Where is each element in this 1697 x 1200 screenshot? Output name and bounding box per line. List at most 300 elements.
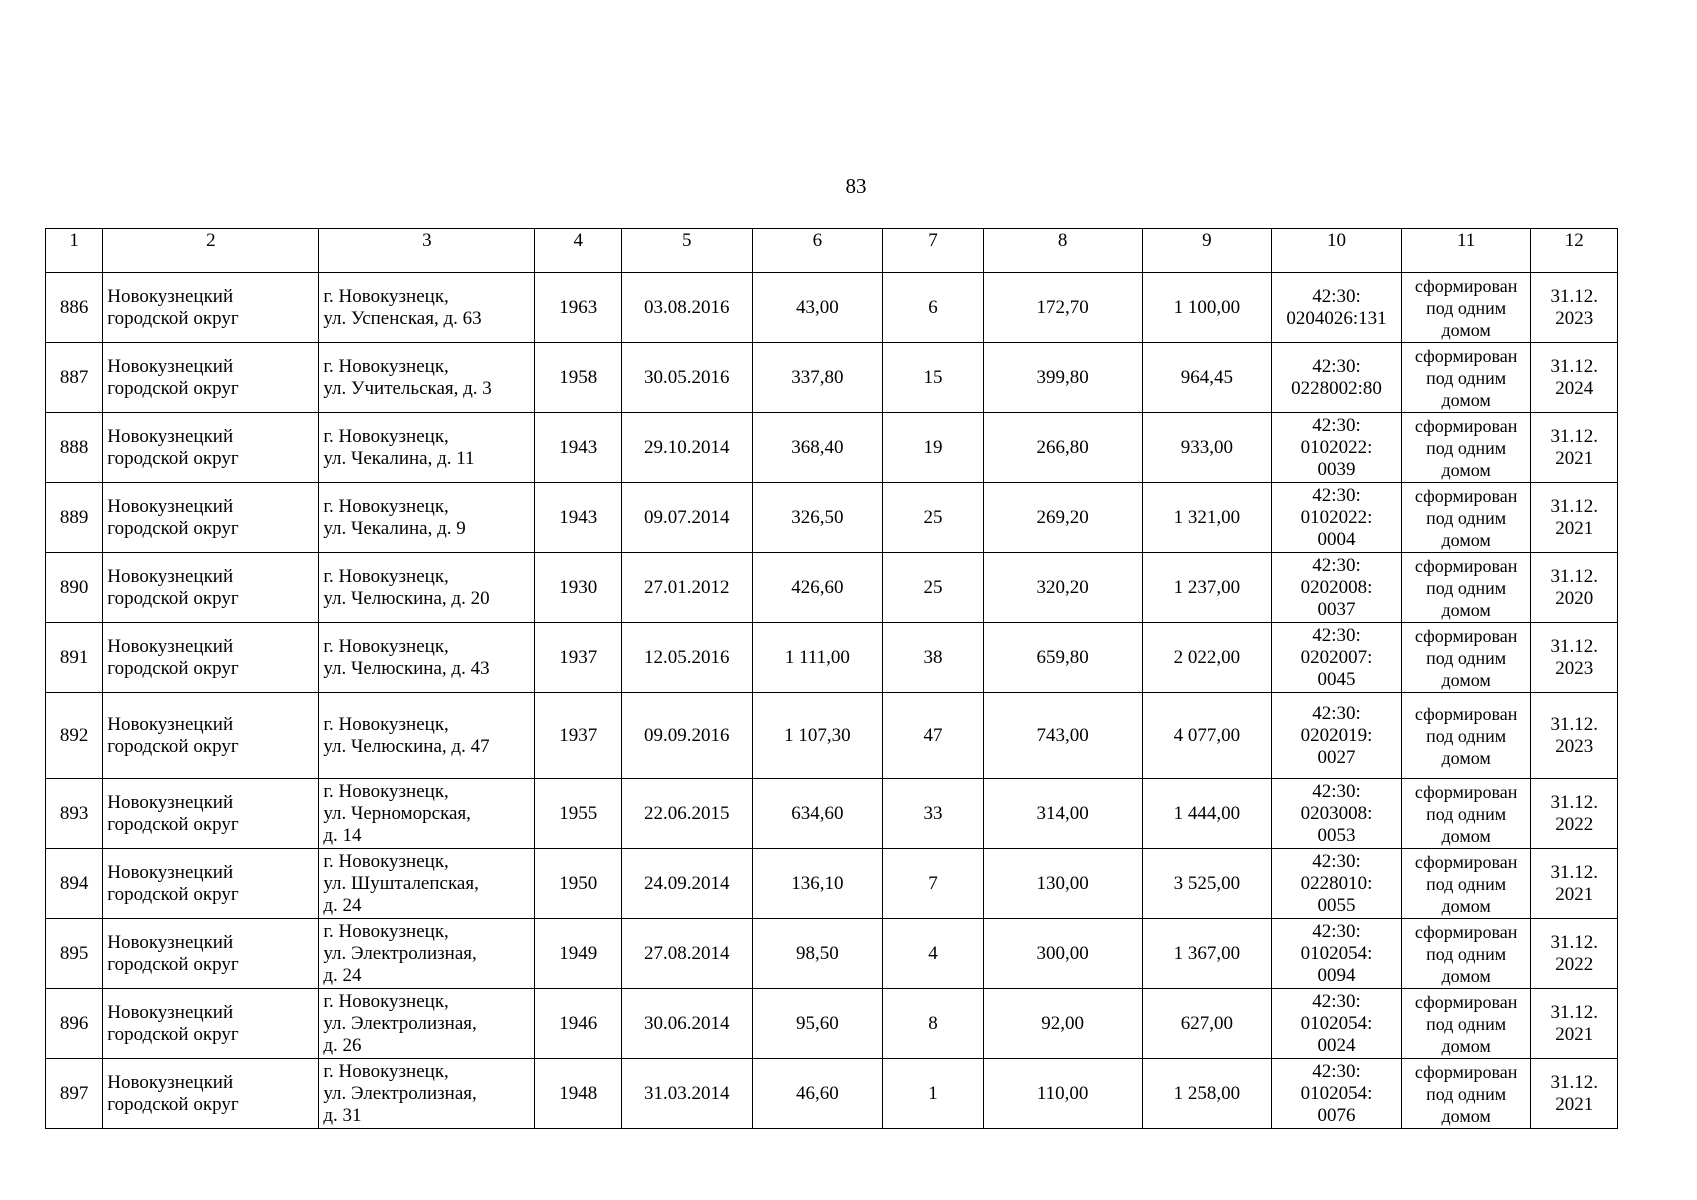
district-cell <box>103 849 319 919</box>
cell-line: 42:30: <box>1312 920 1361 942</box>
cell-line: Новокузнецкий <box>107 713 234 735</box>
cadastral-number-cell <box>1272 483 1402 553</box>
cell-line: домом <box>1441 1035 1491 1056</box>
cell-line: 0202008: <box>1300 576 1373 598</box>
value-cell-8: 92,00 <box>983 989 1142 1059</box>
value-cell-7: 25 <box>883 483 984 553</box>
cell-line: г. Новокузнецк, <box>323 1060 449 1082</box>
value-cell-9: 627,00 <box>1142 989 1272 1059</box>
value-cell-6: 634,60 <box>752 779 883 849</box>
district-cell <box>103 919 319 989</box>
value-cell-6: 43,00 <box>752 273 883 343</box>
cell-line: 2024 <box>1555 377 1594 399</box>
cell-line: 2023 <box>1555 657 1594 679</box>
land-status-cell <box>1401 919 1531 989</box>
cadastral-number-cell <box>1272 273 1402 343</box>
cell-line: 0094 <box>1317 964 1356 986</box>
table-row <box>46 623 1618 693</box>
cell-line: ул. Челюскина, д. 20 <box>323 587 490 609</box>
value-cell-6: 95,60 <box>752 989 883 1059</box>
cell-line: 42:30: <box>1312 484 1361 506</box>
cell-line: Новокузнецкий <box>107 285 234 307</box>
cell-line: 2021 <box>1555 883 1594 905</box>
cell-line: ул. Учительская, д. 3 <box>323 377 492 399</box>
district-cell <box>103 553 319 623</box>
value-cell-7: 8 <box>883 989 984 1059</box>
column-header: 11 <box>1401 229 1531 273</box>
register-body <box>46 273 1618 1129</box>
value-cell-7: 47 <box>883 693 984 779</box>
value-cell-9: 933,00 <box>1142 413 1272 483</box>
cell-line: 0102054: <box>1300 1082 1373 1104</box>
cadastral-number-cell <box>1272 919 1402 989</box>
cell-line: Новокузнецкий <box>107 931 234 953</box>
address-cell <box>319 919 535 989</box>
cell-line: 2021 <box>1555 517 1594 539</box>
cadastral-number-cell <box>1272 1059 1402 1129</box>
value-cell-8: 172,70 <box>983 273 1142 343</box>
address-cell <box>319 1059 535 1129</box>
cell-line: 31.12. <box>1550 285 1598 307</box>
cell-line: домом <box>1441 389 1491 410</box>
cell-line: 0202019: <box>1300 724 1373 746</box>
column-header: 6 <box>752 229 883 273</box>
land-status-cell <box>1401 1059 1531 1129</box>
row-number: 886 <box>46 273 103 343</box>
year-cell: 1948 <box>535 1059 621 1129</box>
cell-line: г. Новокузнецк, <box>323 990 449 1012</box>
land-status-cell <box>1401 623 1531 693</box>
cell-line: ул. Электролизная, <box>323 1082 477 1104</box>
year-cell: 1937 <box>535 623 621 693</box>
cell-line: г. Новокузнецк, <box>323 425 449 447</box>
deadline-cell <box>1531 779 1618 849</box>
cell-line: 0102022: <box>1300 436 1373 458</box>
cell-line: под одним <box>1426 1013 1507 1034</box>
cell-line: под одним <box>1426 367 1507 388</box>
cell-line: 42:30: <box>1312 285 1361 307</box>
land-status-cell <box>1401 413 1531 483</box>
column-number-row <box>46 229 1618 273</box>
cell-line: 31.12. <box>1550 425 1598 447</box>
land-status-cell <box>1401 343 1531 413</box>
page-number: 83 <box>845 174 867 198</box>
cell-line: сформирован <box>1414 345 1518 366</box>
cell-line: 2023 <box>1555 307 1594 329</box>
column-header: 2 <box>103 229 319 273</box>
address-cell <box>319 989 535 1059</box>
row-number: 889 <box>46 483 103 553</box>
cell-line: 0024 <box>1317 1034 1356 1056</box>
deadline-cell <box>1531 623 1618 693</box>
value-cell-9: 1 367,00 <box>1142 919 1272 989</box>
value-cell-6: 98,50 <box>752 919 883 989</box>
table-row <box>46 989 1618 1059</box>
address-cell <box>319 483 535 553</box>
cadastral-number-cell <box>1272 623 1402 693</box>
cell-line: под одним <box>1426 437 1507 458</box>
cell-line: 0228010: <box>1300 872 1373 894</box>
value-cell-8: 269,20 <box>983 483 1142 553</box>
deadline-cell <box>1531 273 1618 343</box>
cell-line: городской округ <box>107 1093 239 1115</box>
cell-line: 42:30: <box>1312 1060 1361 1082</box>
cell-line: под одним <box>1426 873 1507 894</box>
value-cell-9: 1 100,00 <box>1142 273 1272 343</box>
cell-line: сформирован <box>1414 415 1518 436</box>
cell-line: г. Новокузнецк, <box>323 920 449 942</box>
cell-line: Новокузнецкий <box>107 861 234 883</box>
cell-line: сформирован <box>1414 921 1518 942</box>
cadastral-number-cell <box>1272 553 1402 623</box>
cell-line: 0203008: <box>1300 802 1373 824</box>
deadline-cell <box>1531 989 1618 1059</box>
table-row <box>46 343 1618 413</box>
cell-line: 31.12. <box>1550 713 1598 735</box>
year-cell: 1937 <box>535 693 621 779</box>
cell-line: сформирован <box>1414 485 1518 506</box>
cell-line: 42:30: <box>1312 702 1361 724</box>
cell-line: домом <box>1441 669 1491 690</box>
cell-line: 2023 <box>1555 735 1594 757</box>
district-cell <box>103 1059 319 1129</box>
district-cell <box>103 483 319 553</box>
cell-line: г. Новокузнецк, <box>323 495 449 517</box>
table-row <box>46 849 1618 919</box>
value-cell-6: 1 107,30 <box>752 693 883 779</box>
date-cell: 09.07.2014 <box>621 483 752 553</box>
cell-line: 2021 <box>1555 1023 1594 1045</box>
cell-line: 0045 <box>1317 668 1356 690</box>
date-cell: 31.03.2014 <box>621 1059 752 1129</box>
cell-line: д. 26 <box>323 1034 362 1056</box>
cadastral-number-cell <box>1272 693 1402 779</box>
cell-line: 0053 <box>1317 824 1356 846</box>
table-row <box>46 273 1618 343</box>
cell-line: под одним <box>1426 647 1507 668</box>
column-header: 10 <box>1272 229 1402 273</box>
cell-line: городской округ <box>107 377 239 399</box>
cell-line: 31.12. <box>1550 1071 1598 1093</box>
cell-line: г. Новокузнецк, <box>323 635 449 657</box>
cell-line: ул. Чекалина, д. 9 <box>323 517 466 539</box>
value-cell-8: 743,00 <box>983 693 1142 779</box>
value-cell-8: 130,00 <box>983 849 1142 919</box>
cell-line: сформирован <box>1414 781 1518 802</box>
land-status-cell <box>1401 483 1531 553</box>
cell-line: Новокузнецкий <box>107 1071 234 1093</box>
deadline-cell <box>1531 413 1618 483</box>
cell-line: Новокузнецкий <box>107 1001 234 1023</box>
table-row <box>46 779 1618 849</box>
cell-line: 31.12. <box>1550 355 1598 377</box>
date-cell: 27.01.2012 <box>621 553 752 623</box>
value-cell-7: 38 <box>883 623 984 693</box>
date-cell: 30.06.2014 <box>621 989 752 1059</box>
cell-line: сформирован <box>1414 275 1518 296</box>
land-status-cell <box>1401 693 1531 779</box>
year-cell: 1963 <box>535 273 621 343</box>
address-cell <box>319 413 535 483</box>
cell-line: ул. Электролизная, <box>323 1012 477 1034</box>
cell-line: домом <box>1441 319 1491 340</box>
address-cell <box>319 779 535 849</box>
cell-line: домом <box>1441 895 1491 916</box>
cell-line: под одним <box>1426 943 1507 964</box>
cell-line: 0055 <box>1317 894 1356 916</box>
value-cell-6: 46,60 <box>752 1059 883 1129</box>
cell-line: домом <box>1441 599 1491 620</box>
cell-line: городской округ <box>107 307 239 329</box>
cell-line: д. 24 <box>323 894 362 916</box>
date-cell: 22.06.2015 <box>621 779 752 849</box>
deadline-cell <box>1531 343 1618 413</box>
row-number: 893 <box>46 779 103 849</box>
value-cell-9: 1 444,00 <box>1142 779 1272 849</box>
cell-line: городской округ <box>107 813 239 835</box>
address-cell <box>319 273 535 343</box>
cell-line: городской округ <box>107 447 239 469</box>
housing-register-table <box>45 228 1618 1129</box>
cell-line: сформирован <box>1414 851 1518 872</box>
date-cell: 09.09.2016 <box>621 693 752 779</box>
cell-line: ул. Шушталепская, <box>323 872 479 894</box>
cadastral-number-cell <box>1272 849 1402 919</box>
cadastral-number-cell <box>1272 413 1402 483</box>
land-status-cell <box>1401 989 1531 1059</box>
cell-line: 0039 <box>1317 458 1356 480</box>
cell-line: домом <box>1441 1105 1491 1126</box>
cell-line: под одним <box>1426 1083 1507 1104</box>
value-cell-9: 1 237,00 <box>1142 553 1272 623</box>
address-cell <box>319 693 535 779</box>
value-cell-8: 659,80 <box>983 623 1142 693</box>
date-cell: 30.05.2016 <box>621 343 752 413</box>
cell-line: г. Новокузнецк, <box>323 780 449 802</box>
row-number: 892 <box>46 693 103 779</box>
row-number: 890 <box>46 553 103 623</box>
value-cell-8: 110,00 <box>983 1059 1142 1129</box>
cell-line: 31.12. <box>1550 1001 1598 1023</box>
column-header: 12 <box>1531 229 1618 273</box>
cell-line: домом <box>1441 965 1491 986</box>
value-cell-7: 6 <box>883 273 984 343</box>
cell-line: городской округ <box>107 953 239 975</box>
table-row <box>46 693 1618 779</box>
value-cell-9: 4 077,00 <box>1142 693 1272 779</box>
deadline-cell <box>1531 849 1618 919</box>
cell-line: 2021 <box>1555 1093 1594 1115</box>
table-row <box>46 553 1618 623</box>
cell-line: 0076 <box>1317 1104 1356 1126</box>
cell-line: г. Новокузнецк, <box>323 285 449 307</box>
cell-line: городской округ <box>107 657 239 679</box>
row-number: 894 <box>46 849 103 919</box>
column-header: 8 <box>983 229 1142 273</box>
land-status-cell <box>1401 779 1531 849</box>
district-cell <box>103 273 319 343</box>
land-status-cell <box>1401 553 1531 623</box>
cell-line: 2022 <box>1555 953 1594 975</box>
cell-line: домом <box>1441 747 1491 768</box>
value-cell-6: 136,10 <box>752 849 883 919</box>
value-cell-9: 1 258,00 <box>1142 1059 1272 1129</box>
value-cell-8: 314,00 <box>983 779 1142 849</box>
value-cell-7: 1 <box>883 1059 984 1129</box>
cell-line: г. Новокузнецк, <box>323 565 449 587</box>
year-cell: 1930 <box>535 553 621 623</box>
address-cell <box>319 623 535 693</box>
value-cell-8: 320,20 <box>983 553 1142 623</box>
cell-line: 31.12. <box>1550 565 1598 587</box>
column-header: 9 <box>1142 229 1272 273</box>
value-cell-9: 1 321,00 <box>1142 483 1272 553</box>
deadline-cell <box>1531 919 1618 989</box>
cell-line: 42:30: <box>1312 780 1361 802</box>
district-cell <box>103 343 319 413</box>
cell-line: 42:30: <box>1312 554 1361 576</box>
deadline-cell <box>1531 693 1618 779</box>
value-cell-9: 964,45 <box>1142 343 1272 413</box>
district-cell <box>103 989 319 1059</box>
deadline-cell <box>1531 1059 1618 1129</box>
year-cell: 1958 <box>535 343 621 413</box>
cell-line: городской округ <box>107 1023 239 1045</box>
cell-line: 0004 <box>1317 528 1356 550</box>
cell-line: ул. Электролизная, <box>323 942 477 964</box>
value-cell-7: 4 <box>883 919 984 989</box>
cell-line: г. Новокузнецк, <box>323 713 449 735</box>
land-status-cell <box>1401 849 1531 919</box>
cell-line: сформирован <box>1414 991 1518 1012</box>
address-cell <box>319 849 535 919</box>
cell-line: 0102022: <box>1300 506 1373 528</box>
table-row <box>46 483 1618 553</box>
date-cell: 03.08.2016 <box>621 273 752 343</box>
land-status-cell <box>1401 273 1531 343</box>
cell-line: 31.12. <box>1550 791 1598 813</box>
value-cell-7: 19 <box>883 413 984 483</box>
row-number: 896 <box>46 989 103 1059</box>
value-cell-6: 1 111,00 <box>752 623 883 693</box>
cell-line: 31.12. <box>1550 861 1598 883</box>
deadline-cell <box>1531 483 1618 553</box>
cell-line: д. 14 <box>323 824 362 846</box>
cell-line: сформирован <box>1414 1061 1518 1082</box>
cell-line: под одним <box>1426 507 1507 528</box>
value-cell-6: 426,60 <box>752 553 883 623</box>
column-header: 5 <box>621 229 752 273</box>
year-cell: 1943 <box>535 483 621 553</box>
cell-line: 31.12. <box>1550 931 1598 953</box>
cell-line: под одним <box>1426 577 1507 598</box>
cell-line: ул. Успенская, д. 63 <box>323 307 482 329</box>
row-number: 887 <box>46 343 103 413</box>
value-cell-9: 2 022,00 <box>1142 623 1272 693</box>
cell-line: д. 31 <box>323 1104 362 1126</box>
value-cell-9: 3 525,00 <box>1142 849 1272 919</box>
column-header: 1 <box>46 229 103 273</box>
cadastral-number-cell <box>1272 989 1402 1059</box>
cell-line: 2020 <box>1555 587 1594 609</box>
cell-line: сформирован <box>1414 625 1518 646</box>
cell-line: 0202007: <box>1300 646 1373 668</box>
cell-line: ул. Черноморская, <box>323 802 471 824</box>
table-row <box>46 1059 1618 1129</box>
row-number: 891 <box>46 623 103 693</box>
year-cell: 1955 <box>535 779 621 849</box>
value-cell-8: 300,00 <box>983 919 1142 989</box>
district-cell <box>103 779 319 849</box>
address-cell <box>319 343 535 413</box>
cell-line: домом <box>1441 825 1491 846</box>
cell-line: 42:30: <box>1312 414 1361 436</box>
district-cell <box>103 693 319 779</box>
value-cell-6: 368,40 <box>752 413 883 483</box>
row-number: 897 <box>46 1059 103 1129</box>
address-cell <box>319 553 535 623</box>
cadastral-number-cell <box>1272 779 1402 849</box>
cell-line: под одним <box>1426 725 1507 746</box>
cell-line: 31.12. <box>1550 495 1598 517</box>
cell-line: городской округ <box>107 883 239 905</box>
cell-line: под одним <box>1426 297 1507 318</box>
cell-line: сформирован <box>1414 555 1518 576</box>
cell-line: ул. Челюскина, д. 43 <box>323 657 490 679</box>
cell-line: Новокузнецкий <box>107 425 234 447</box>
value-cell-7: 33 <box>883 779 984 849</box>
year-cell: 1949 <box>535 919 621 989</box>
column-header: 4 <box>535 229 621 273</box>
cell-line: г. Новокузнецк, <box>323 355 449 377</box>
row-number: 895 <box>46 919 103 989</box>
value-cell-7: 25 <box>883 553 984 623</box>
cell-line: городской округ <box>107 735 239 757</box>
cell-line: 0228002:80 <box>1291 377 1382 399</box>
table-row <box>46 413 1618 483</box>
value-cell-7: 15 <box>883 343 984 413</box>
cell-line: 0102054: <box>1300 942 1373 964</box>
date-cell: 24.09.2014 <box>621 849 752 919</box>
cell-line: 42:30: <box>1312 850 1361 872</box>
cell-line: городской округ <box>107 587 239 609</box>
date-cell: 27.08.2014 <box>621 919 752 989</box>
cell-line: 2022 <box>1555 813 1594 835</box>
date-cell: 29.10.2014 <box>621 413 752 483</box>
cell-line: 0027 <box>1317 746 1356 768</box>
column-header: 7 <box>883 229 984 273</box>
cell-line: 31.12. <box>1550 635 1598 657</box>
year-cell: 1946 <box>535 989 621 1059</box>
cadastral-number-cell <box>1272 343 1402 413</box>
district-cell <box>103 623 319 693</box>
cell-line: 2021 <box>1555 447 1594 469</box>
cell-line: 0102054: <box>1300 1012 1373 1034</box>
cell-line: Новокузнецкий <box>107 635 234 657</box>
cell-line: ул. Челюскина, д. 47 <box>323 735 490 757</box>
cell-line: 0037 <box>1317 598 1356 620</box>
column-header: 3 <box>319 229 535 273</box>
district-cell <box>103 413 319 483</box>
year-cell: 1943 <box>535 413 621 483</box>
row-number: 888 <box>46 413 103 483</box>
value-cell-7: 7 <box>883 849 984 919</box>
cell-line: ул. Чекалина, д. 11 <box>323 447 475 469</box>
value-cell-8: 266,80 <box>983 413 1142 483</box>
value-cell-6: 337,80 <box>752 343 883 413</box>
cell-line: Новокузнецкий <box>107 355 234 377</box>
cell-line: 42:30: <box>1312 355 1361 377</box>
